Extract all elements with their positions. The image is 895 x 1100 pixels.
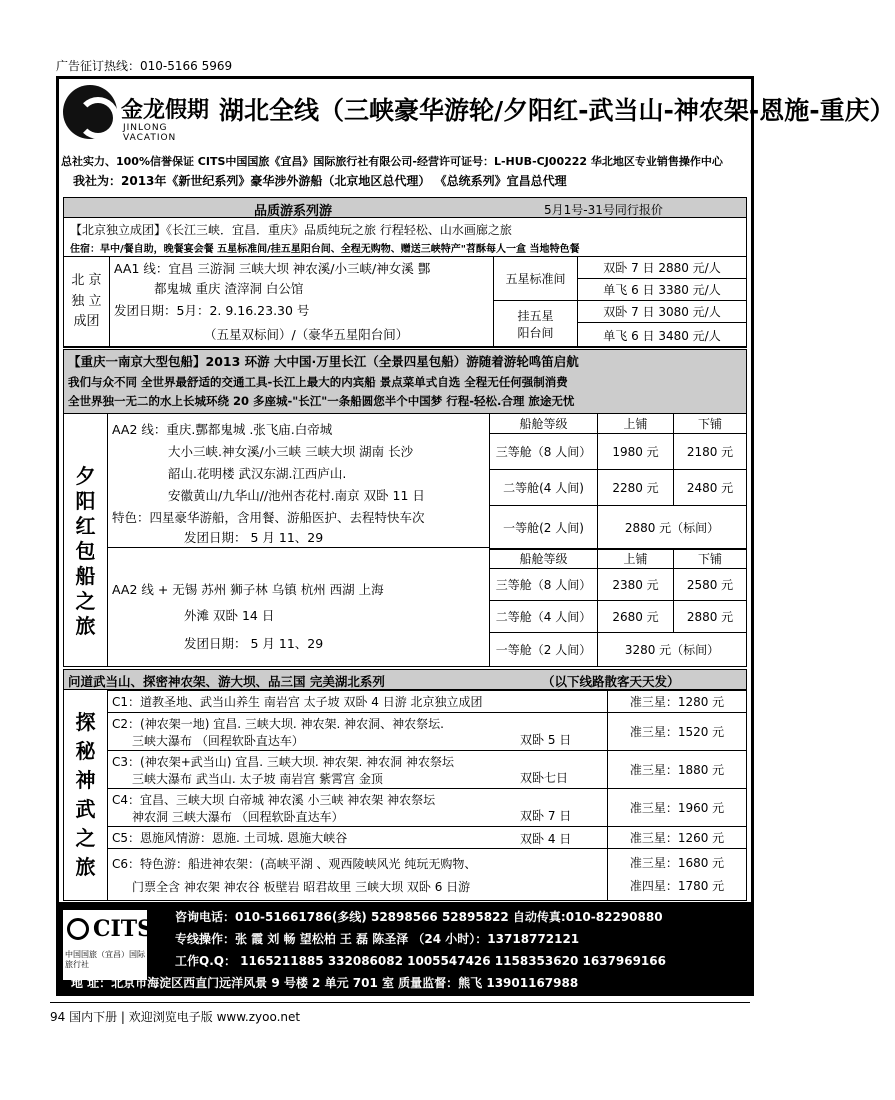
credentials-line: 总社实力、100%信誉保证 CITS中国国旅《宜昌》国际旅行社有限公司-经营许可证号：L-HUB-CJ00222 华北地区专业销售操作中心 (61, 155, 723, 168)
header-cell: 上铺 (598, 414, 674, 434)
price-cell: 2280 元 (598, 470, 674, 506)
price-period: 5月1号-31号同行报价 (544, 203, 663, 217)
header-cell: 下铺 (674, 414, 747, 434)
cits-text: CITS (93, 916, 154, 942)
route-line: AA2 线：重庆.酆都鬼城 .张飞庙.白帝城 (112, 422, 333, 437)
label-char: 秘 (75, 739, 96, 763)
hubei-series-section (63, 669, 747, 901)
route-aa2 (108, 414, 490, 548)
dragon-logo-icon (63, 85, 117, 139)
price-cell: 2380 元 (598, 569, 674, 601)
route-cell (108, 751, 608, 789)
route-text: 三峡大瀑布 武当山. 太子坡 南岩宫 紫霄宫 金顶 (132, 771, 383, 786)
cruise-title: 【重庆一南京大型包船】2013 环游 大中国·万里长江（全景四星包船）游随着游轮鸣笛启航 (68, 354, 579, 369)
label-line: 北 京 (71, 272, 102, 288)
jinlong-logo (63, 85, 213, 145)
brand-english: JINLONG VACATION (123, 123, 177, 143)
globe-icon (67, 918, 89, 940)
tour-intro: 【北京独立成团】《长江三峡．宜昌．重庆》品质纯玩之旅 行程轻松、山水画廊之旅 (70, 223, 512, 237)
label-line: 独 立 (71, 293, 102, 309)
label-char: 包 (75, 539, 96, 563)
contact-footer (59, 902, 751, 993)
label-char: 探 (75, 710, 96, 734)
header-cell: 上铺 (598, 549, 674, 569)
page-divider (50, 1002, 750, 1003)
label-char: 旅 (75, 855, 96, 879)
section-bar (64, 670, 746, 690)
route-line: AA2 线 + 无锡 苏州 狮子林 乌镇 杭州 西湖 上海 (112, 582, 384, 597)
tour-table (63, 256, 747, 348)
label-char: 船 (75, 564, 96, 588)
price-cell (608, 849, 747, 901)
label-char: 之 (75, 589, 96, 613)
label-char: 夕 (75, 464, 96, 488)
cabin-cell: 二等舱(4 人间) (490, 470, 598, 506)
route-row (108, 849, 747, 901)
route-aa2-extended (108, 548, 490, 666)
label-char: 阳 (75, 489, 96, 513)
price-cell: 2180 元 (674, 434, 747, 470)
route-line: AA1 线：宜昌 三游洞 三峡大坝 神农溪/小三峡/神女溪 酆 (114, 261, 431, 276)
header-cell: 船舱等级 (490, 414, 598, 434)
cits-cn: 中国国旅（宜昌）国际旅行社 (65, 950, 145, 969)
cabin-price-table (489, 548, 747, 667)
duration: 双卧 4 日 (520, 832, 572, 846)
label-char: 武 (75, 797, 96, 821)
consult-phone: 咨询电话：010-51661786(多线) 52898566 52895822 自动传真:010-82290880 (175, 910, 663, 924)
price-cell: 准三星：1520 元 (608, 713, 747, 751)
cabin-cell: 三等舱（8 人间） (490, 569, 598, 601)
route-row (108, 827, 747, 849)
route-text: 门票全含 神农架 神农谷 板壁岩 昭君故里 三峡大坝 双卧 6 日游 (132, 879, 471, 894)
cabin-cell: 三等舱（8 人间） (490, 434, 598, 470)
price-cell: 3280 元（标间） (598, 633, 747, 667)
route-cell (108, 691, 608, 713)
route-text: C1：道教圣地、武当山养生 南岩宫 太子坡 双卧 4 日游 北京独立成团 (112, 695, 483, 709)
cruise-line: 我们与众不同 全世界最舒适的交通工具-长江上最大的内宾船 景点菜单式自选 全程无任何强制消费 (68, 375, 568, 389)
route-row (108, 789, 747, 827)
route-line: 外滩 双卧 14 日 (184, 608, 275, 623)
label-char: 红 (75, 514, 96, 538)
price-cell: 2580 元 (674, 569, 747, 601)
route-cell (108, 789, 608, 827)
price-cell: 双卧 7 日 2880 元/人 (578, 257, 747, 279)
page-footer: 94 国内下册 | 欢迎浏览电子版 www.zyoo.net (50, 1010, 301, 1024)
section-title: 品质游系列游 (254, 204, 333, 219)
route-text: C5：恩施风情游：恩施. 土司城. 恩施大峡谷 (112, 831, 348, 845)
departure-dates: 发团日期：5月：2. 9.16.23.30 号 (114, 303, 310, 318)
route-line: 大小三峡.神女溪/小三峡 三峡大坝 湖南 长沙 (168, 444, 414, 459)
price-line: 准三星：1680 元 (629, 855, 725, 870)
header-cell: 船舱等级 (490, 549, 598, 569)
departure-dates: 发团日期： 5 月 11、29 (184, 530, 324, 545)
duration: 双卧 7 日 (520, 809, 572, 823)
ad-header (59, 79, 895, 151)
cruise-header (64, 350, 746, 414)
room-type: 五星标准间 (494, 257, 578, 301)
explore-vertical-label (64, 690, 108, 900)
price-cell: 单飞 6 日 3380 元/人 (578, 279, 747, 301)
lodging-note: 住宿：早中/餐自助，晚餐宴会餐 五星标准间/挂五星阳台间、全程无购物、赠送三峡特产"苕酥每人一盒 当地特色餐 (70, 244, 580, 255)
price-cell: 准三星：1260 元 (608, 827, 747, 849)
route-text: C2：(神农架一地) 宜昌. 三峡大坝. 神农架. 神农洞、神农祭坛. (112, 716, 444, 731)
cits-logo (63, 910, 154, 980)
cabin-cell: 一等舱(2 人间) (490, 506, 598, 550)
route-cell (108, 713, 608, 751)
route-text: C4：宜昌、三峡大坝 白帝城 神农溪 小三峡 神农架 神农祭坛 (112, 792, 436, 807)
daily-departure-note: （以下线路散客天天发） (542, 674, 680, 689)
cabin-cell: 一等舱（2 人间） (490, 633, 598, 667)
quality-tour-section (63, 197, 747, 347)
room-line: 挂五星 (517, 309, 554, 323)
route-description (110, 257, 494, 348)
header-cell: 下铺 (674, 549, 747, 569)
duration: 双卧七日 (520, 771, 569, 785)
cabin-cell: 二等舱（4 人间） (490, 601, 598, 633)
price-cell: 单飞 6 日 3480 元/人 (578, 323, 747, 348)
route-cell (108, 827, 608, 849)
address: 地 址：北京市海淀区西直门远洋风景 9 号楼 2 单元 701 室 质量监督：熊飞 13901167988 (71, 976, 579, 990)
room-note: （五星双标间）/（豪华五星阳台间） (204, 327, 409, 342)
price-cell: 2480 元 (674, 470, 747, 506)
ad-title: 湖北全线（三峡豪华游轮/夕阳红-武当山-神农架-恩施-重庆） (219, 96, 895, 125)
room-line: 阳台间 (517, 326, 554, 340)
route-cell (108, 849, 608, 901)
section-bar (64, 198, 746, 218)
qq-numbers: 工作Q.Q： 1165211885 332086082 1005547426 1158353620 1637969166 (175, 954, 666, 968)
departure-dates: 发团日期： 5 月 11、29 (184, 636, 324, 651)
route-row (108, 713, 747, 751)
price-cell: 准三星：1880 元 (608, 751, 747, 789)
route-text: C6：特色游：船进神农架：(高峡平湖 、观西陵峡风光 纯玩无购物、 (112, 856, 477, 871)
cruise-vertical-label (64, 414, 108, 666)
cruise-section (63, 349, 747, 667)
route-table (107, 690, 747, 901)
cruise-line: 全世界独一无二的水上长城环绕 20 多座城-"长江"一条船圆您半个中国梦 行程-轻松.合理 旅途无忧 (68, 394, 575, 408)
price-cell: 2880 元 (674, 601, 747, 633)
price-cell: 准三星：1280 元 (608, 691, 747, 713)
price-cell: 2880 元（标间） (598, 506, 747, 550)
route-row (108, 691, 747, 713)
route-line: 韶山.花明楼 武汉东湖.江西庐山. (168, 466, 347, 481)
price-cell: 1980 元 (598, 434, 674, 470)
cabin-price-table (489, 413, 747, 550)
label-char: 旅 (75, 614, 96, 638)
agency-line: 我社为：2013年《新世纪系列》豪华涉外游船（北京地区总代理） 《总统系列》宜昌总代理 (73, 174, 567, 188)
advertisement (56, 76, 895, 996)
brand-name: 金龙假期 (121, 98, 210, 123)
route-text: 神农洞 三峡大瀑布 （回程软卧直达车） (132, 809, 344, 824)
section-title: 问道武当山、探密神农架、游大坝、品三国 完美湖北系列 (68, 674, 385, 689)
price-line: 准四星：1780 元 (629, 878, 725, 893)
tour-group-label (64, 257, 110, 348)
route-line: 安徽黄山/九华山//池州杏花村.南京 双卧 11 日 (168, 488, 425, 503)
route-line: 都鬼城 重庆 渣滓洞 白公馆 (154, 281, 304, 296)
label-char: 之 (75, 826, 96, 850)
route-text: C3：(神农架+武当山) 宜昌. 三峡大坝. 神农架. 神农洞 神农祭坛 (112, 754, 454, 769)
room-type (494, 301, 578, 348)
price-cell: 准三星：1960 元 (608, 789, 747, 827)
route-line: 特色：四星豪华游船，含用餐、游船医护、去程特快车次 (112, 510, 425, 525)
label-char: 神 (75, 768, 96, 792)
duration: 双卧 5 日 (520, 733, 572, 747)
price-cell: 2680 元 (598, 601, 674, 633)
ad-hotline: 广告征订热线：010-5166 5969 (56, 59, 233, 73)
price-cell: 双卧 7 日 3080 元/人 (578, 301, 747, 323)
operators: 专线操作：张 霞 刘 畅 望松柏 王 磊 陈圣泽 （24 小时）：13718772121 (175, 932, 580, 946)
route-row (108, 751, 747, 789)
route-text: 三峡大瀑布 （回程软卧直达车） (132, 733, 304, 748)
label-line: 成团 (73, 314, 100, 330)
